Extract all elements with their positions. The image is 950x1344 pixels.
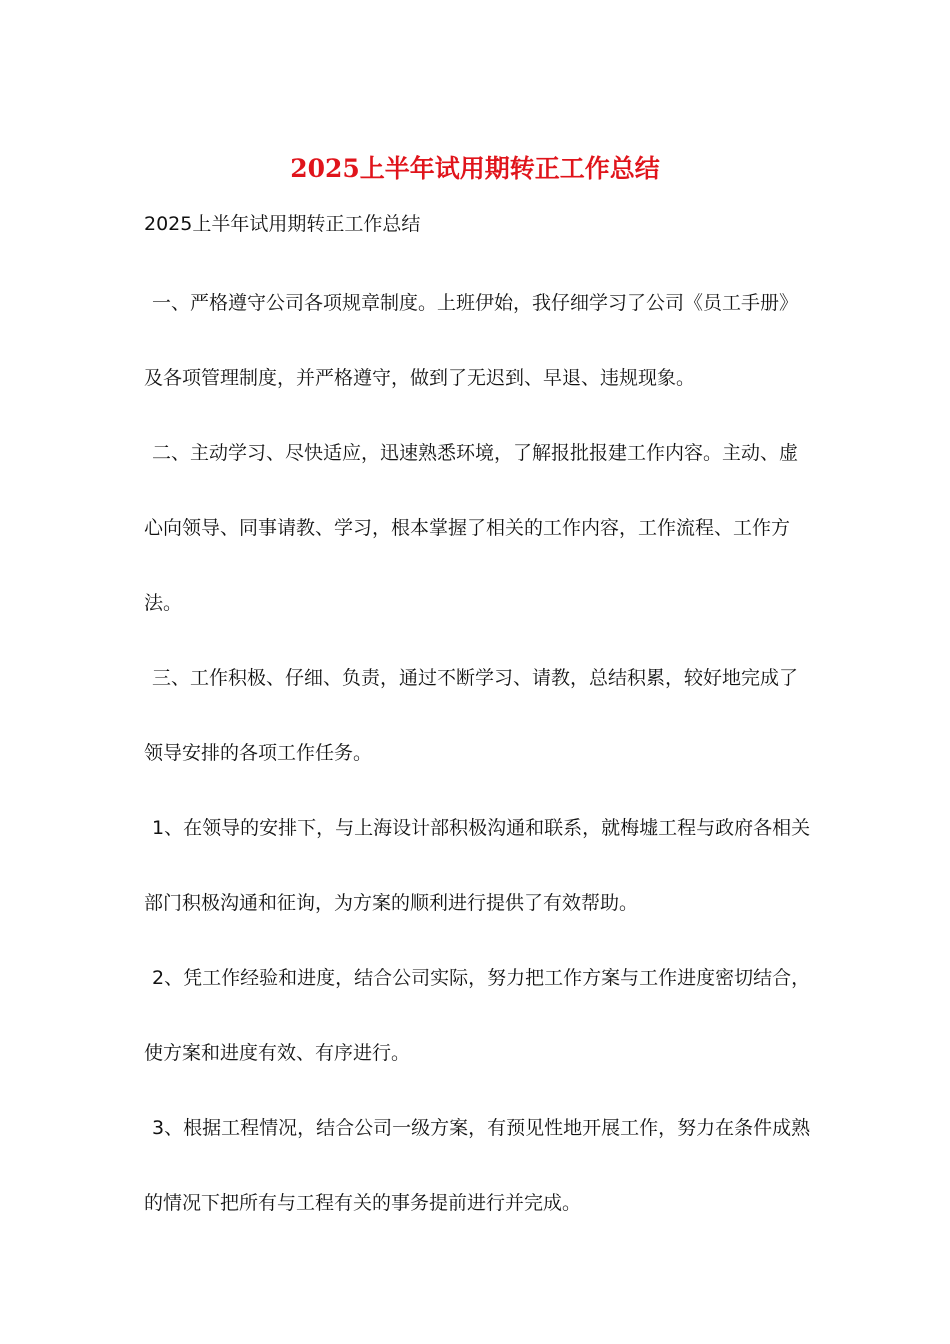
paragraph-item-2: 2、凭工作经验和进度，结合公司实际，努力把工作方案与工作进度密切结合，使方案和进度有效、有序进行。 xyxy=(144,967,811,1064)
paragraph-rules: 一、严格遵守公司各项规章制度。上班伊始，我仔细学习了公司《员工手册》及各项管理制度，并严格遵守，做到了无迟到、早退、违规现象。 xyxy=(144,292,799,389)
document-subtitle: 2025上半年试用期转正工作总结 xyxy=(144,213,421,235)
paragraph-item-3: 3、根据工程情况，结合公司一级方案，有预见性地开展工作，努力在条件成熟的情况下把所有与工程有关的事务提前进行并完成。 xyxy=(144,1117,811,1214)
document-body xyxy=(144,266,812,1241)
paragraph-learning: 二、主动学习、尽快适应，迅速熟悉环境，了解报批报建工作内容。主动、虚心向领导、同事请教、学习，根本掌握了相关的工作内容，工作流程、工作方法。 xyxy=(144,442,799,614)
paragraph-diligence: 三、工作积极、仔细、负责，通过不断学习、请教，总结积累，较好地完成了领导安排的各项工作任务。 xyxy=(144,667,799,764)
paragraph-item-1: 1、在领导的安排下，与上海设计部积极沟通和联系，就梅墟工程与政府各相关部门积极沟通和征询，为方案的顺利进行提供了有效帮助。 xyxy=(144,817,811,914)
document-title: 2025上半年试用期转正工作总结 xyxy=(290,154,660,183)
